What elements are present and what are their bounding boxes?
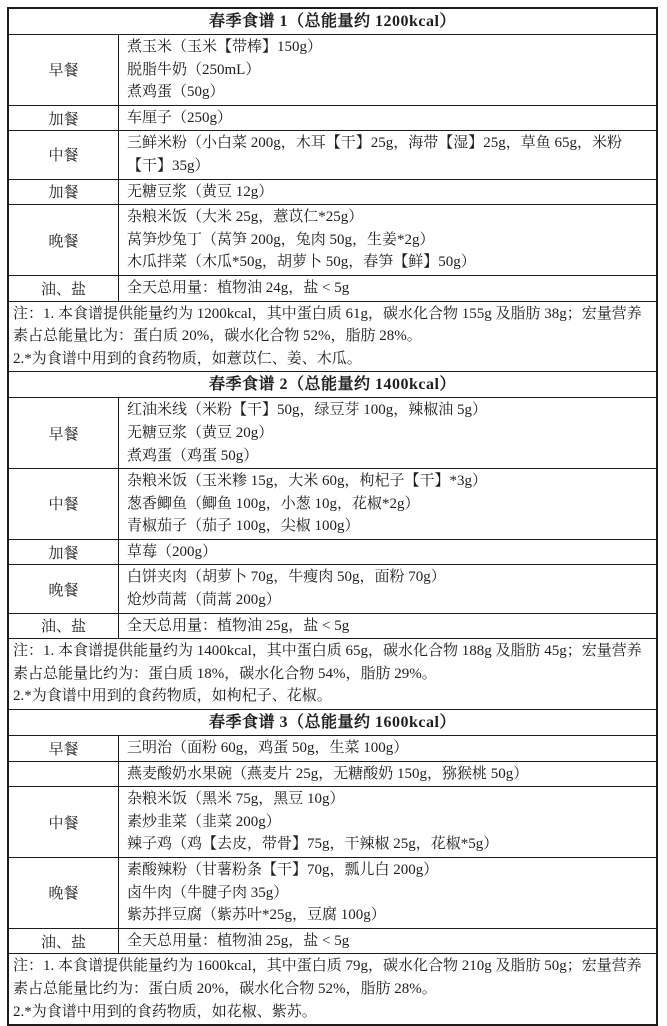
meal-items — [119, 565, 656, 612]
meal-label: 晚餐 — [9, 205, 119, 275]
meal-items — [119, 858, 656, 928]
meal-item: 白饼夹肉（胡萝卜 70g，牛瘦肉 50g，面粉 70g） — [127, 569, 446, 586]
meal-row — [9, 857, 656, 928]
meal-item: 杂粮米饭（大米 25g，薏苡仁*25g） — [127, 209, 364, 226]
meal-row — [9, 786, 656, 857]
meal-label: 油、盐 — [9, 929, 119, 954]
meal-items — [119, 469, 656, 539]
meal-label: 晚餐 — [9, 565, 119, 612]
meal-label: 中餐 — [9, 469, 119, 539]
meal-item: 全天总用量：植物油 24g，盐 < 5g — [127, 279, 350, 296]
meal-items — [119, 205, 656, 275]
meal-item: 无糖豆浆（黄豆 20g） — [127, 424, 274, 441]
section-title: 春季食谱 3（总能量约 1600kcal） — [9, 709, 656, 735]
meal-label: 加餐 — [9, 180, 119, 205]
meal-row — [9, 397, 656, 468]
meal-row — [9, 564, 656, 612]
meal-item: 素炒韭菜（韭菜 200g） — [127, 813, 281, 830]
meal-item: 全天总用量：植物油 25g，盐 < 5g — [127, 932, 350, 949]
meal-items — [119, 106, 656, 131]
meal-label: 晚餐 — [9, 858, 119, 928]
meal-item: 青椒茄子（茄子 100g，尖椒 100g） — [127, 518, 360, 535]
section-notes — [9, 953, 656, 1024]
document-page — [7, 7, 658, 1026]
meal-item: 辣子鸡（鸡【去皮，带骨】75g，干辣椒 25g，花椒*5g） — [127, 836, 499, 853]
meal-items — [119, 736, 656, 761]
meal-item: 燕麦酸奶水果碗（燕麦片 25g，无糖酸奶 150g，猕猴桃 50g） — [127, 765, 529, 782]
section-notes — [9, 638, 656, 709]
meal-items — [119, 131, 656, 178]
meal-row — [9, 928, 656, 954]
meal-label: 加餐 — [9, 106, 119, 131]
meal-items — [119, 929, 656, 954]
meal-item: 无糖豆浆（黄豆 12g） — [127, 183, 274, 200]
note-line: 注：1. 本食谱提供能量约为 1400kcal，其中蛋白质 65g，碳水化合物 188g 及脂肪 45g；宏量营养素占总能量比约为：蛋白质 18%，碳水化合物 54%，脂肪 29%。 — [13, 643, 642, 682]
meal-item: 紫苏拌豆腐（紫苏叶*25g，豆腐 100g） — [127, 907, 386, 924]
meal-row — [9, 735, 656, 761]
meal-row — [9, 613, 656, 639]
meal-items — [119, 180, 656, 205]
meal-label: 早餐 — [9, 35, 119, 105]
meal-label — [9, 762, 119, 787]
meal-label: 加餐 — [9, 540, 119, 565]
meal-item: 全天总用量：植物油 25g，盐 < 5g — [127, 617, 350, 634]
meal-items — [119, 276, 656, 301]
meal-item: 红油米线（米粉【干】50g，绿豆芽 100g，辣椒油 5g） — [127, 402, 488, 419]
meal-items — [119, 35, 656, 105]
meal-item: 煮鸡蛋（鸡蛋 50g） — [127, 447, 259, 464]
meal-label: 油、盐 — [9, 614, 119, 639]
meal-item: 脱脂牛奶（250mL） — [127, 61, 261, 78]
note-line: 注：1. 本食谱提供能量约为 1600kcal，其中蛋白质 79g，碳水化合物 210g 及脂肪 50g；宏量营养素占总能量比约为：蛋白质 20%，碳水化合物 52%，脂肪 28%。 — [13, 958, 642, 997]
meal-item: 卤牛肉（牛腱子肉 35g） — [127, 884, 289, 901]
note-line: 2.*为食谱中用到的食药物质，如枸杞子、花椒。 — [13, 688, 332, 705]
meal-label: 油、盐 — [9, 276, 119, 301]
meal-item: 杂粮米饭（黑米 75g，黑豆 10g） — [127, 791, 345, 808]
note-line: 注：1. 本食谱提供能量约为 1200kcal，其中蛋白质 61g，碳水化合物 155g 及脂肪 38g；宏量营养素占总能量比为：蛋白质 20%，碳水化合物 52%，脂肪 28%。 — [13, 305, 642, 345]
meal-row — [9, 275, 656, 301]
meal-row — [9, 539, 656, 565]
meal-item: 木瓜拌菜（木瓜*50g，胡萝卜 50g，春笋【鲜】50g） — [127, 254, 476, 271]
meal-item: 三明治（面粉 60g，鸡蛋 50g，生菜 100g） — [127, 740, 409, 757]
meal-row — [9, 468, 656, 539]
section-title: 春季食谱 1（总能量约 1200kcal） — [209, 13, 456, 30]
meal-items — [119, 762, 656, 787]
meal-item: 素酸辣粉（甘薯粉条【干】70g，瓢儿白 200g） — [127, 862, 439, 878]
meal-item: 三鲜米粉（小白菜 200g，木耳【干】25g，海带【湿】25g，草鱼 65g，米粉【干】35g） — [127, 135, 623, 174]
meal-items — [119, 398, 656, 468]
meal-label: 中餐 — [9, 131, 119, 178]
meal-item: 葱香鲫鱼（鲫鱼 100g，小葱 10g，花椒*2g） — [127, 495, 420, 512]
meal-item: 车厘子（250g） — [127, 109, 233, 126]
note-line: 2.*为食谱中用到的食药物质，如薏苡仁、姜、木瓜。 — [13, 350, 362, 367]
meal-row — [9, 34, 656, 105]
meal-item: 炝炒茼蒿（茼蒿 200g） — [127, 592, 281, 609]
section-notes — [9, 301, 656, 372]
meal-row — [9, 130, 656, 178]
meal-label: 早餐 — [9, 398, 119, 468]
meal-items — [119, 614, 656, 639]
meal-row — [9, 105, 656, 131]
meal-plan-table — [7, 7, 658, 1026]
meal-row — [9, 761, 656, 787]
meal-item: 煮鸡蛋（50g） — [127, 84, 225, 101]
note-line: 2.*为食谱中用到的食药物质，如花椒、紫苏。 — [13, 1003, 317, 1020]
meal-row — [9, 179, 656, 205]
section-title: 春季食谱 2（总能量约 1400kcal） — [9, 371, 656, 397]
meal-item: 莴笋炒兔丁（莴笋 200g，兔肉 50g，生姜*2g） — [127, 231, 435, 248]
meal-row — [9, 204, 656, 275]
meal-item: 草莓（200g） — [127, 543, 218, 560]
meal-label: 中餐 — [9, 787, 119, 857]
meal-items — [119, 540, 656, 565]
meal-label: 早餐 — [9, 736, 119, 761]
meal-item: 杂粮米饭（玉米糁 15g，大米 60g，枸杞子【干】*3g） — [127, 473, 488, 490]
meal-item: 煮玉米（玉米【带棒】150g） — [127, 39, 323, 55]
meal-items — [119, 787, 656, 857]
